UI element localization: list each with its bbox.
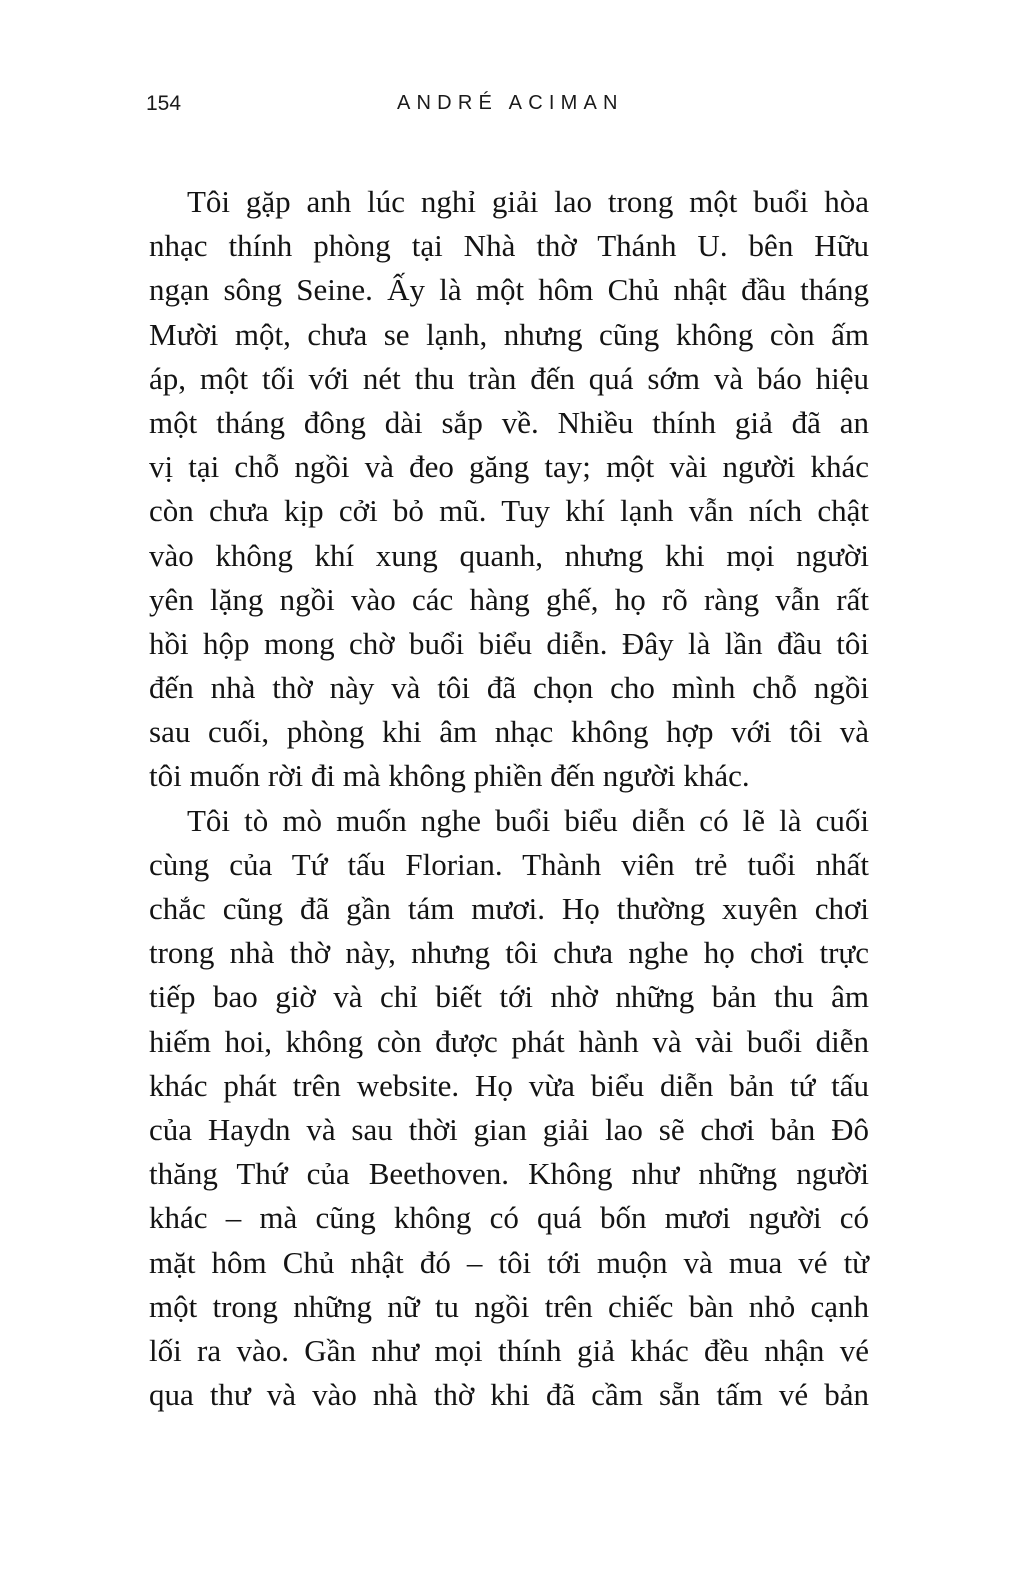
text-line: sau cuối, phòng khi âm nhạc không hợp với tôi và bbox=[149, 714, 869, 750]
running-head bbox=[146, 88, 876, 128]
text-line: chắc cũng đã gần tám mươi. Họ thường xuyên chơi bbox=[149, 891, 869, 926]
paragraph-1 bbox=[149, 180, 869, 799]
text-line: khác phát trên website. Họ vừa biểu diễn bản tứ tấu bbox=[149, 1067, 869, 1103]
text-line: yên lặng ngồi vào các hàng ghế, họ rõ ràng vẫn rất bbox=[149, 581, 869, 617]
body-text bbox=[149, 180, 869, 1417]
text-line: khác – mà cũng không có quá bốn mươi người có bbox=[149, 1200, 869, 1236]
text-line: Mười một, chưa se lạnh, nhưng cũng không còn ấm bbox=[149, 316, 869, 352]
text-line: một trong những nữ tu ngồi trên chiếc bàn nhỏ cạnh bbox=[149, 1288, 869, 1324]
text-line: Tôi tò mò muốn nghe buổi biểu diễn có lẽ là cuối bbox=[187, 802, 869, 838]
text-line: tôi muốn rời đi mà không phiền đến người khác. bbox=[149, 758, 750, 794]
page-number: 154 bbox=[146, 92, 182, 115]
text-line: ngạn sông Seine. Ấy là một hôm Chủ nhật đầu tháng bbox=[149, 272, 869, 308]
text-line: đến nhà thờ này và tôi đã chọn cho mình chỗ ngồi bbox=[149, 670, 869, 706]
text-line: mặt hôm Chủ nhật đó – tôi tới muộn và mua vé từ bbox=[149, 1244, 869, 1280]
text-line: nhạc thính phòng tại Nhà thờ Thánh U. bên Hữu bbox=[149, 228, 869, 264]
text-line: vào không khí xung quanh, nhưng khi mọi người bbox=[149, 537, 869, 573]
text-line: còn chưa kịp cởi bỏ mũ. Tuy khí lạnh vẫn ních chật bbox=[149, 493, 869, 529]
text-line: trong nhà thờ này, nhưng tôi chưa nghe họ chơi trực bbox=[149, 935, 869, 971]
text-line: cùng của Tứ tấu Florian. Thành viên trẻ tuổi nhất bbox=[149, 846, 869, 882]
text-line: lối ra vào. Gần như mọi thính giả khác đều nhận vé bbox=[149, 1332, 869, 1368]
text-line: thăng Thứ của Beethoven. Không như những người bbox=[149, 1156, 869, 1192]
text-line: Tôi gặp anh lúc nghỉ giải lao trong một buổi hòa bbox=[187, 184, 869, 219]
paragraph-2 bbox=[149, 799, 869, 1418]
text-line: qua thư và vào nhà thờ khi đã cầm sẵn tấm vé bản bbox=[149, 1377, 869, 1413]
author-name: ANDRÉ ACIMAN bbox=[397, 92, 624, 114]
text-line: một tháng đông dài sắp về. Nhiều thính giả đã an bbox=[149, 404, 869, 440]
text-line: của Haydn và sau thời gian giải lao sẽ chơi bản Đô bbox=[149, 1111, 869, 1147]
text-line: hồi hộp mong chờ buổi biểu diễn. Đây là lần đầu tôi bbox=[149, 625, 869, 661]
text-line: áp, một tối với nét thu tràn đến quá sớm và báo hiệu bbox=[149, 360, 869, 396]
text-line: vị tại chỗ ngồi và đeo găng tay; một vài người khác bbox=[149, 449, 869, 485]
text-line: tiếp bao giờ và chỉ biết tới nhờ những bản thu âm bbox=[149, 979, 869, 1015]
text-line: hiếm hoi, không còn được phát hành và vài buổi diễn bbox=[149, 1023, 869, 1059]
